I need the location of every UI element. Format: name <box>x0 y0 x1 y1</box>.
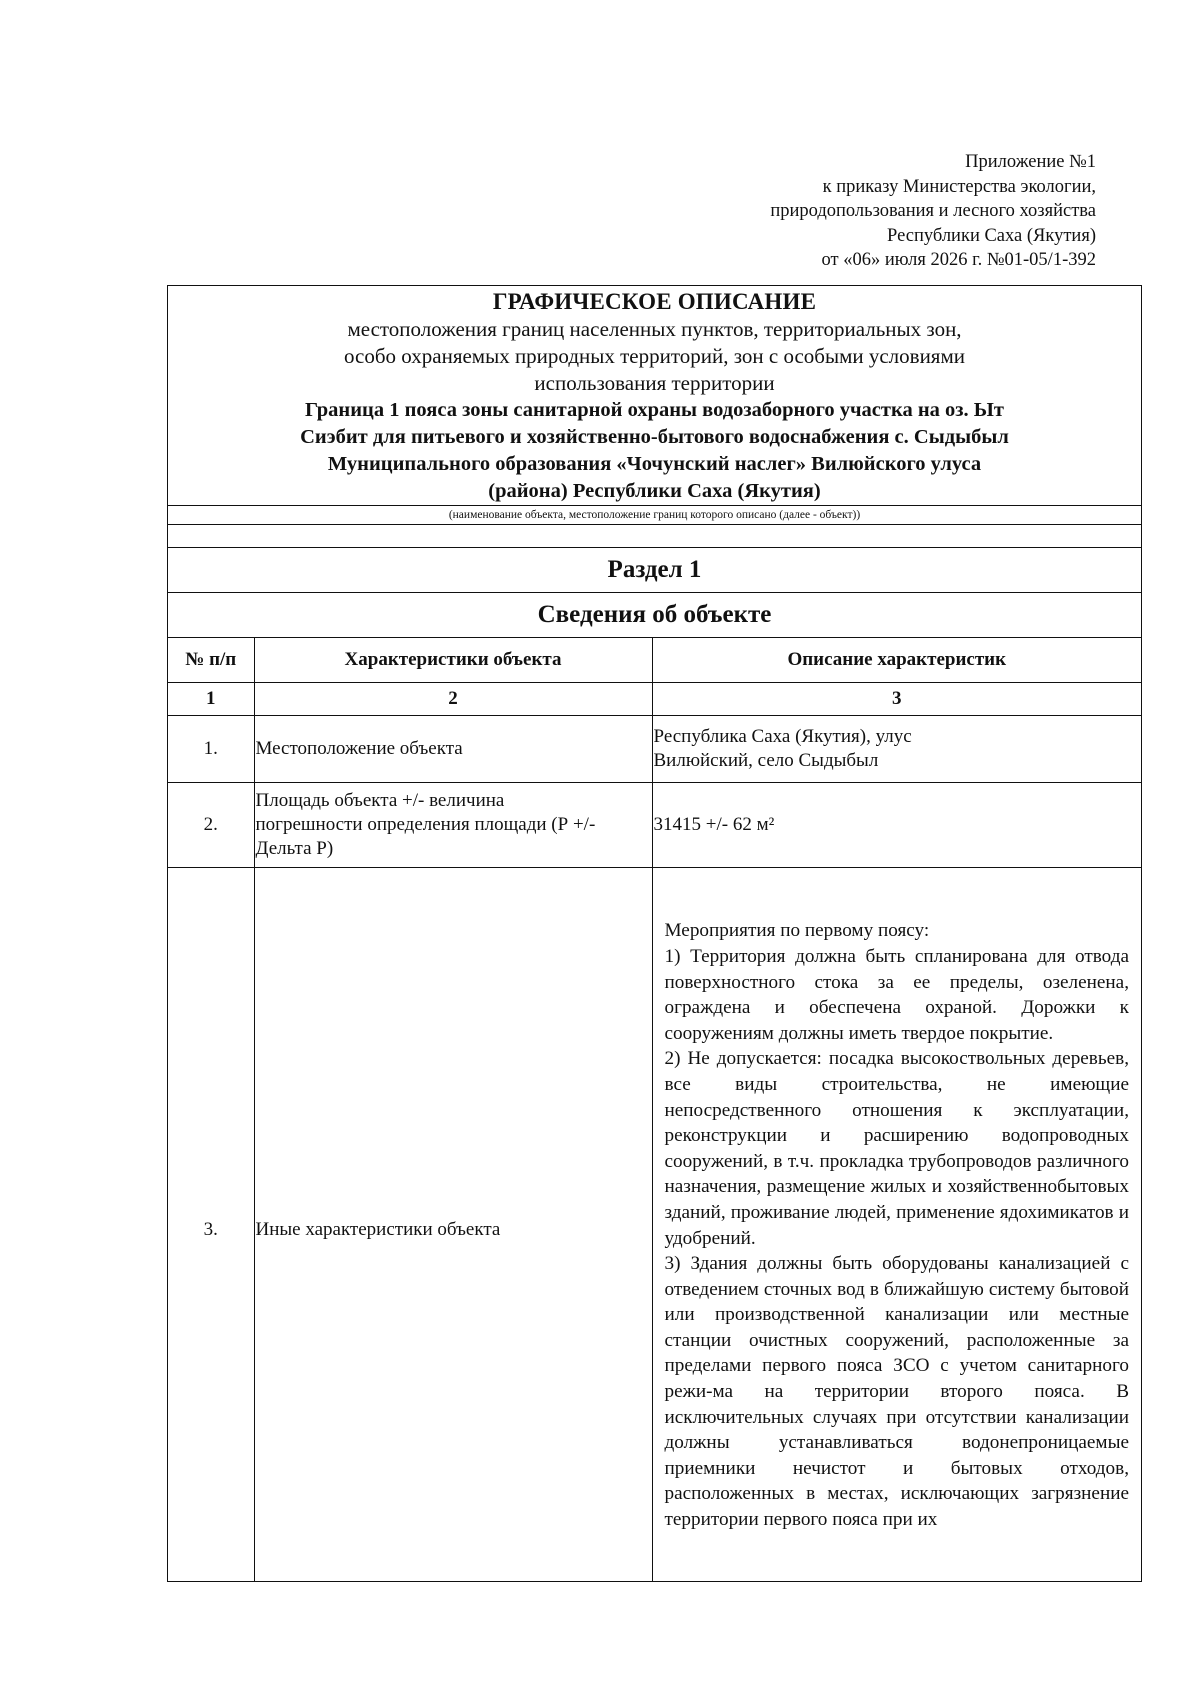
object-name-line: Муниципального образования «Чочунский наслег» Вилюйского улуса <box>327 453 982 475</box>
table-row <box>168 868 1141 1582</box>
section-title: Раздел 1 <box>168 547 1141 592</box>
column-number: 2 <box>254 683 652 716</box>
appendix-line: Приложение №1 <box>965 152 1096 172</box>
object-name-line: Граница 1 пояса зоны санитарной охраны водозаборного участка на оз. Ыт <box>305 399 1004 421</box>
document-title: ГРАФИЧЕСКОЕ ОПИСАНИЕ <box>492 289 817 314</box>
value-paragraph: 2) Не допускается: посадка высокоствольных деревьев, все виды строительства, не имеющие непосредственного отношения к эксплуатации, реконструкции и расширению водопроводных сооружений, в т.ч. прокладка трубопроводов различного назначения, размещение жилых и хозяйственнобытовых зданий, проживание людей, применение ядохимикатов и удобрений. <box>664 1048 1129 1249</box>
value-paragraph: 1) Территория должна быть спланирована для отвода поверхностного стока за ее пределы, озеленена, ограждена и обеспечена охраной. Дорожки к сооружениям должны иметь твердое покрытие. <box>664 945 1129 1044</box>
row-number: 2. <box>168 783 254 868</box>
row-label: Местоположение объекта <box>254 716 652 783</box>
row-value <box>652 716 1141 783</box>
label-line: Дельта Р) <box>255 838 334 859</box>
row-label: Иные характеристики объекта <box>254 868 652 1582</box>
appendix-line: от «06» июля 2026 г. №01-05/1-392 <box>821 250 1096 270</box>
subtitle-line: местоположения границ населенных пунктов, территориальных зон, <box>347 317 962 341</box>
blank-row <box>168 524 1141 547</box>
form-frame <box>167 285 1142 1582</box>
row-number: 3. <box>168 868 254 1582</box>
column-number: 1 <box>168 683 254 716</box>
object-name-line: (района) Республики Саха (Якутия) <box>488 480 821 502</box>
section-subtitle: Сведения об объекте <box>168 592 1141 637</box>
object-name-line: Сиэбит для питьевого и хозяйственно-бытового водоснабжения с. Сыдыбыл <box>300 426 1009 448</box>
column-number: 3 <box>652 683 1141 716</box>
label-line: погрешности определения площади (Р +/- <box>255 814 596 835</box>
value-paragraph: 3) Здания должны быть оборудованы канализацией с отведением сточных вод в ближайшую систему бытовой или производственной канализации или местные станции очистных сооружений, расположенные за пределами первого пояса ЗСО с учетом санитарного режи-ма на территории второго пояса. В исключительных случаях при отсутствии канализации должны устанавливаться водонепроницаемые приемники нечистот и бытовых отходов, расположенных в местах, исключающих загрязнение территории первого пояса при их <box>664 1253 1129 1531</box>
subtitle-line: особо охраняемых природных территорий, зон с особыми условиями <box>344 344 965 368</box>
value-line: Республика Саха (Якутия), улус <box>653 726 912 747</box>
column-number-row <box>168 683 1141 716</box>
row-value <box>652 868 1141 1582</box>
appendix-line: к приказу Министерства экологии, <box>822 176 1096 197</box>
label-line: Площадь объекта +/- величина <box>255 790 505 811</box>
title-block <box>168 286 1141 505</box>
column-header: Описание характеристик <box>652 638 1141 683</box>
characteristics-table <box>168 637 1141 1581</box>
row-label <box>254 783 652 868</box>
table-row <box>168 716 1141 783</box>
appendix-line: природопользования и лесного хозяйства <box>770 201 1096 221</box>
appendix-line: Республики Саха (Якутия) <box>887 225 1096 246</box>
column-header: Характеристики объекта <box>254 638 652 683</box>
column-header: № п/п <box>168 638 254 683</box>
row-value: 31415 +/- 62 м² <box>652 783 1141 868</box>
object-caption: (наименование объекта, местоположение границ которого описано (далее - объект)) <box>168 505 1141 524</box>
table-row <box>168 783 1141 868</box>
value-line: Вилюйский, село Сыдыбыл <box>653 750 879 771</box>
table-header-row <box>168 638 1141 683</box>
appendix-reference <box>770 150 1096 273</box>
subtitle-line: использования территории <box>534 371 775 395</box>
value-paragraph: Мероприятия по первому поясу: <box>664 920 930 942</box>
row-number: 1. <box>168 716 254 783</box>
